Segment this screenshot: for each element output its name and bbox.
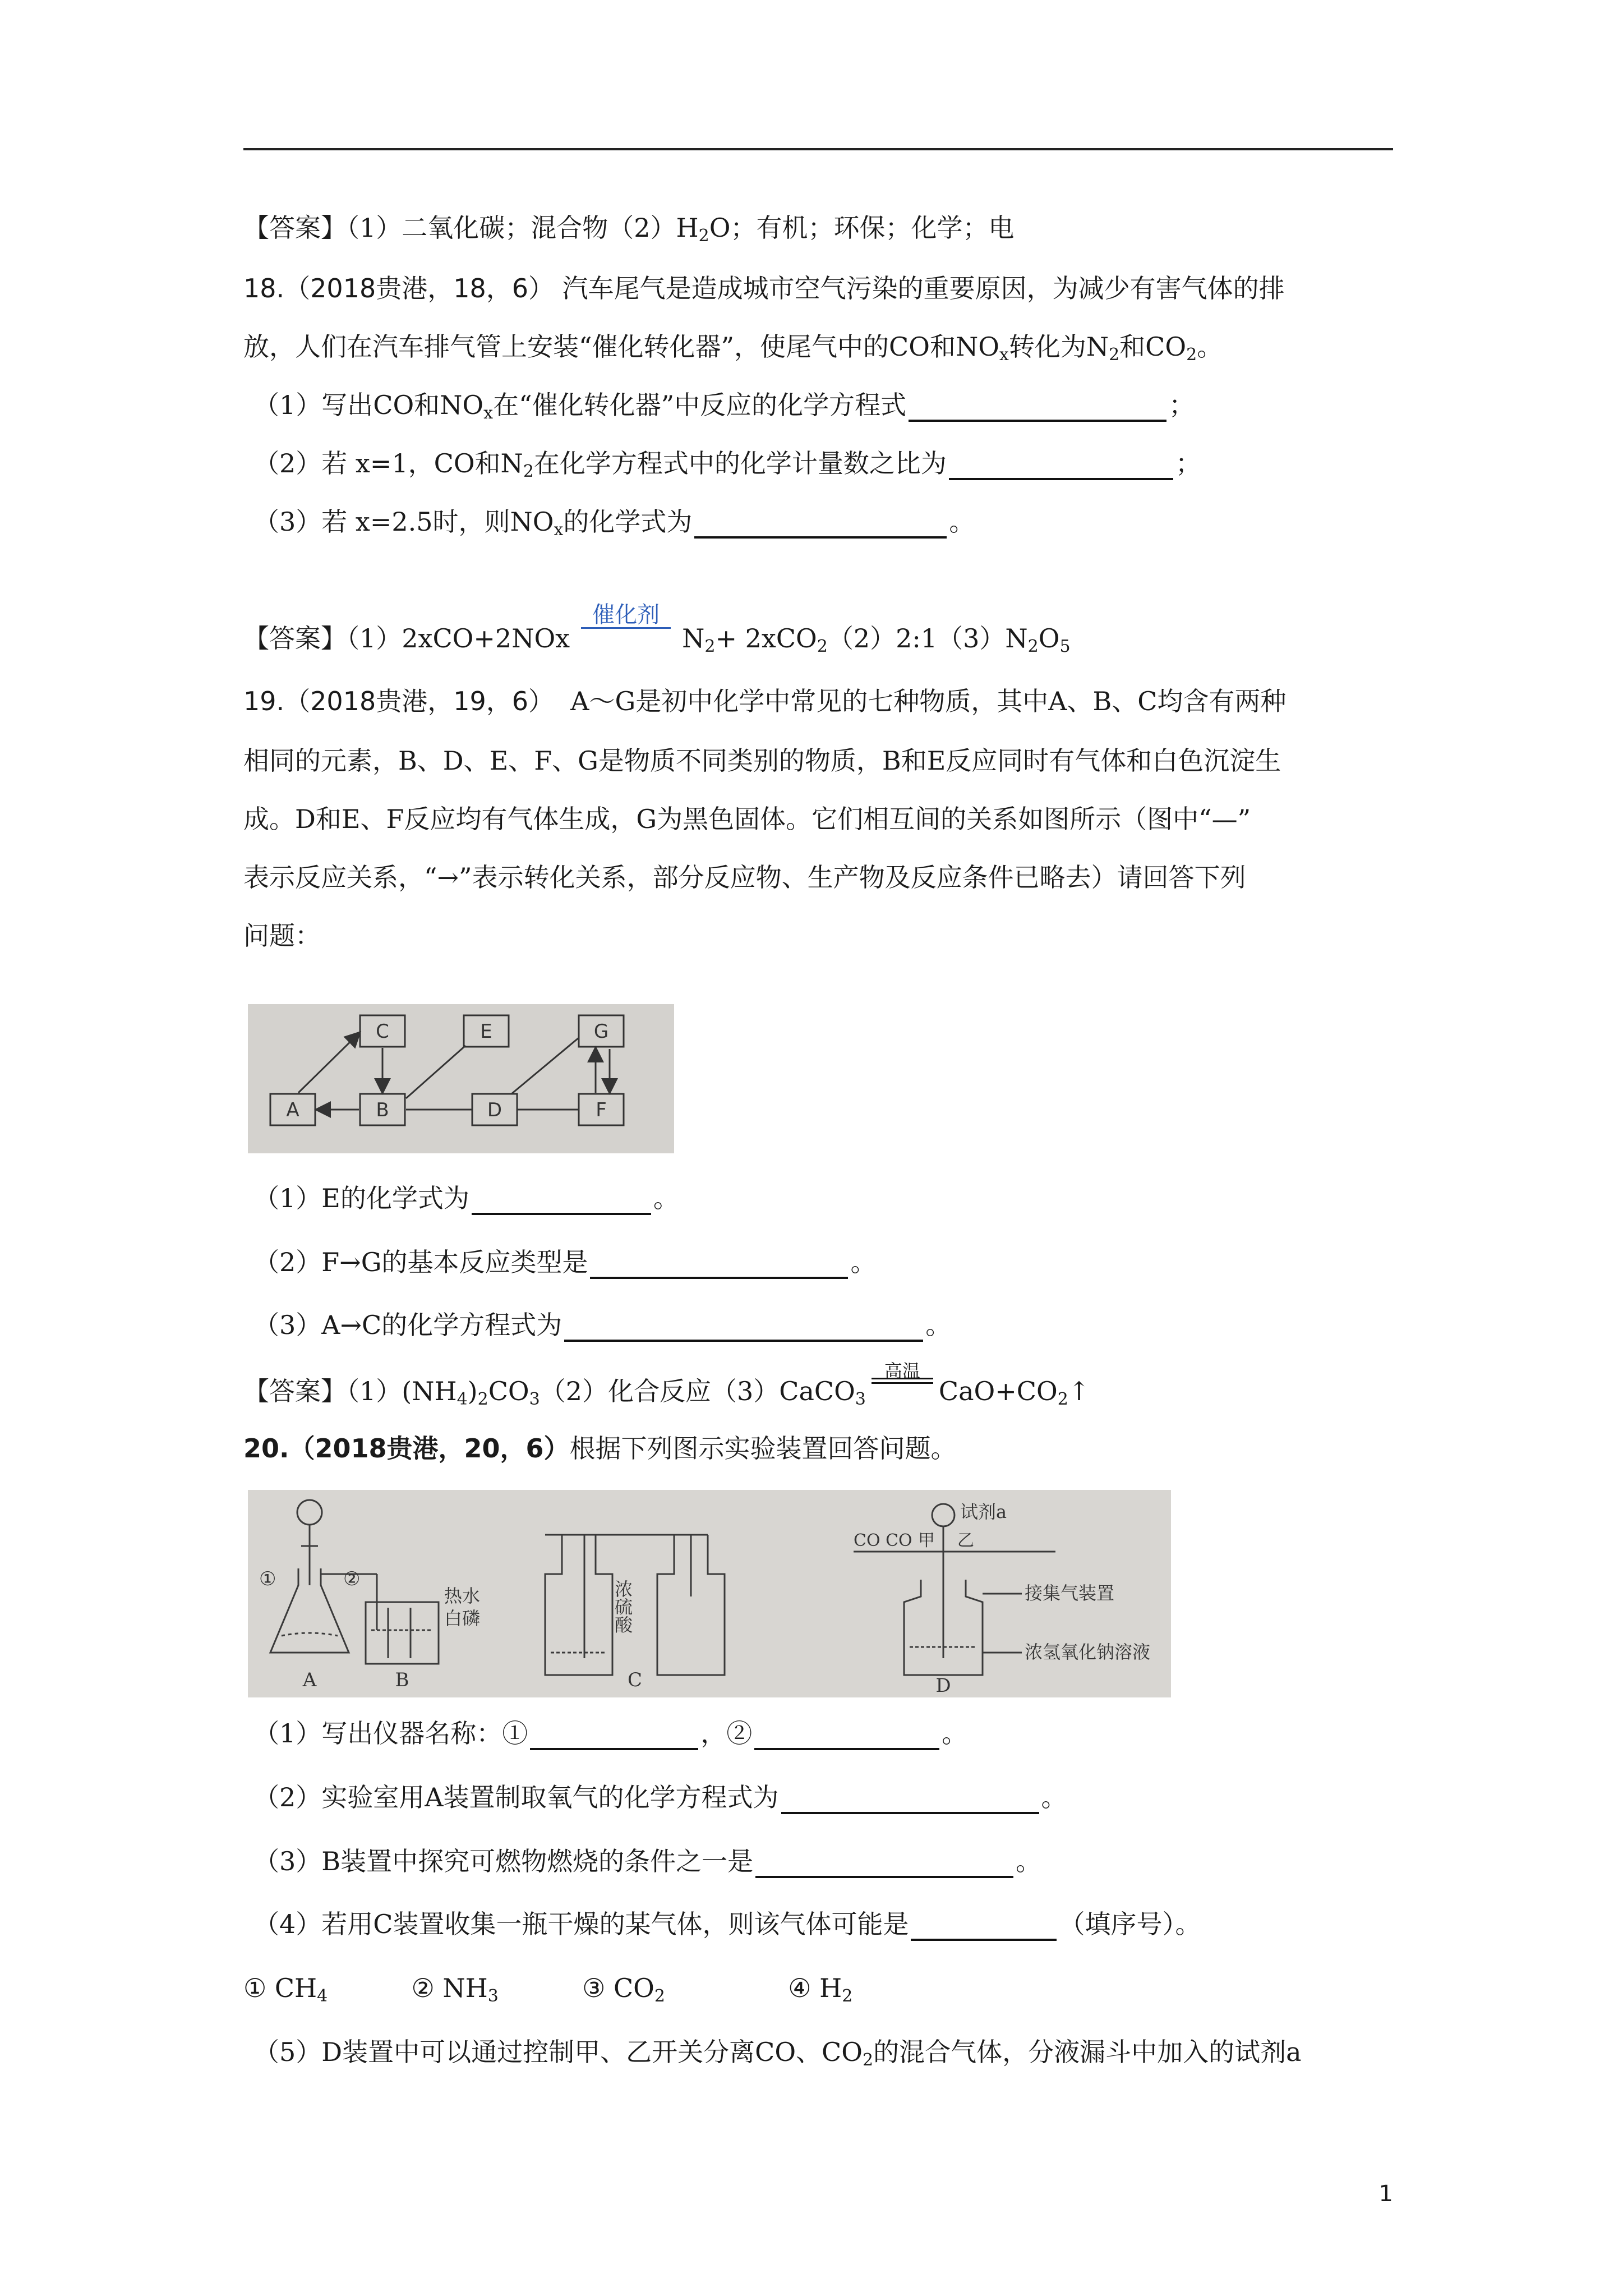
- page-number: 1: [1378, 2181, 1393, 2207]
- answer-blank[interactable]: [755, 1849, 1013, 1878]
- question-19-stem-line2: 相同的元素，B、D、E、F、G是物质不同类别的物质，B和E反应同时有气体和白色沉淀生: [243, 746, 1281, 776]
- label-B: B: [395, 1669, 409, 1691]
- question-19-part3: （3）A→C的化学方程式为 。: [253, 1308, 951, 1342]
- answer-blank[interactable]: [564, 1313, 923, 1342]
- question-19-stem-line1: 19.（2018贵港，19，6） A～G是初中化学中常见的七种物质，其中A、B、C均含有两种: [243, 686, 1287, 716]
- label-gas-in: CO CO: [854, 1531, 912, 1550]
- question-18-part1: （1）写出CO和$NO_x$在“催化转化器”中反应的化学方程式 ；: [253, 390, 1195, 423]
- answer-label: 【答案】: [243, 213, 347, 243]
- answer-blank[interactable]: [694, 509, 947, 539]
- label-D: D: [487, 1099, 502, 1121]
- question-20-part3: （3）B装置中探究可燃物燃烧的条件之一是 。: [253, 1844, 1041, 1878]
- label-A: A: [302, 1669, 317, 1691]
- question-19-part1: （1）E的化学式为 。: [253, 1181, 679, 1215]
- label-C: C: [376, 1020, 389, 1043]
- label-naoh: 浓氢氧化钠溶液: [1025, 1641, 1151, 1663]
- question-number: 18.（2018贵港，18，6）: [243, 273, 555, 303]
- label-F: F: [596, 1099, 607, 1121]
- answer-19: 【答案】$(1)(NH_4)_2CO_3(2)$化合反应（3）CaCO$_3$ 高温 $CaO+CO_2↑$: [243, 1360, 1090, 1409]
- question-number: 19.（2018贵港，19，6）: [243, 686, 555, 716]
- label-A: A: [286, 1099, 299, 1121]
- label-yi: 乙: [957, 1531, 974, 1550]
- high-temperature-condition: 高温: [872, 1374, 933, 1408]
- answer-blank[interactable]: [781, 1785, 1039, 1814]
- label-C: C: [627, 1669, 643, 1691]
- question-20-options: [243, 1971, 852, 2005]
- option-1[interactable]: ① $CH_4$: [243, 1973, 328, 2006]
- answer-blank[interactable]: [949, 451, 1173, 480]
- question-20-stem: 20.（2018贵港，20，6）根据下列图示实验装置回答问题。: [243, 1433, 957, 1464]
- answer-label: 【答案】: [243, 1376, 347, 1406]
- answer-blank[interactable]: [590, 1250, 848, 1279]
- label-collect: 接集气装置: [1025, 1582, 1115, 1604]
- label-B: B: [376, 1099, 389, 1121]
- answer-17: 【答案】（1）二氧化碳；混合物$(2)H_2O$；有机；环保；化学；电: [243, 213, 1015, 246]
- question-18-stem-line1: 18.（2018贵港，18，6） 汽车尾气是造成城市空气污染的重要原因，为减少有害气体的排: [243, 273, 1285, 303]
- answer-18: 【答案】（1）2xCO+2NOx 催化剂 $N_2+$ $2xCO_2(2)2:1(3)N_2O_5$: [243, 602, 1071, 656]
- question-19-part2: （2）F→G的基本反应类型是 。: [253, 1245, 876, 1279]
- label-circled-2: ②: [343, 1568, 361, 1590]
- question-19-stem-line3: 成。D和E、F反应均有气体生成，G为黑色固体。它们相互间的关系如图所示（图中“—”: [243, 804, 1251, 834]
- question-18-part2: （2）若 x=1，CO和$N_2$在化学方程式中的化学计量数之比为 ；: [253, 448, 1201, 481]
- header-rule: [243, 148, 1393, 150]
- apparatus-figure: [248, 1490, 1171, 1697]
- label-D: D: [935, 1674, 951, 1697]
- question-20-part2: （2）实验室用A装置制取氧气的化学方程式为 。: [253, 1780, 1067, 1814]
- catalyst-condition: 催化剂: [581, 622, 671, 655]
- answer-label: 【答案】: [243, 623, 347, 654]
- question-20-part1: （1）写出仪器名称：① ，② 。: [253, 1717, 967, 1750]
- question-19-stem-line5: 问题：: [243, 921, 321, 951]
- answer-blank[interactable]: [472, 1186, 651, 1215]
- label-hot-water: 热水: [444, 1585, 481, 1607]
- label-white-phosphorus: 白磷: [444, 1608, 481, 1629]
- label-E: E: [480, 1020, 492, 1043]
- label-reagent: 试剂a: [960, 1501, 1007, 1522]
- label-circled-1: ①: [259, 1568, 276, 1590]
- question-20-part4: （4）若用C装置收集一瓶干燥的某气体，则该气体可能是 （填序号）。: [253, 1907, 1201, 1941]
- question-number: 20.（2018贵港，20，6）: [243, 1433, 570, 1464]
- label-jia: 甲: [918, 1531, 935, 1550]
- label-G: G: [593, 1020, 609, 1043]
- answer-blank[interactable]: [911, 1912, 1057, 1941]
- relationship-diagram: [248, 1004, 674, 1153]
- answer-blank[interactable]: [909, 393, 1166, 422]
- answer-blank[interactable]: [530, 1721, 698, 1750]
- answer-blank[interactable]: [754, 1721, 939, 1750]
- option-4[interactable]: ④ $H_2$: [788, 1973, 853, 2006]
- option-2[interactable]: ② $NH_3$: [411, 1973, 499, 2006]
- question-18-part3: （3）若 x=2.5时，则$NO_x$的化学式为 。: [253, 507, 975, 540]
- label-conc-acid: 浓硫酸: [612, 1580, 633, 1634]
- question-18-stem-line2: 放，人们在汽车排气管上安装“催化转化器”，使尾气中的CO和$NO_x$转化为$N_2$和$CO_2$。: [243, 332, 1223, 365]
- question-20-part5: （5）D装置中可以通过控制甲、乙开关分离CO、$CO_2$的混合气体，分液漏斗中加入的试剂a: [253, 2037, 1302, 2070]
- option-3[interactable]: ③ $CO_2$: [582, 1973, 665, 2006]
- question-19-stem-line4: 表示反应关系，“→”表示转化关系，部分反应物、生产物及反应条件已略去）请回答下列: [243, 862, 1246, 892]
